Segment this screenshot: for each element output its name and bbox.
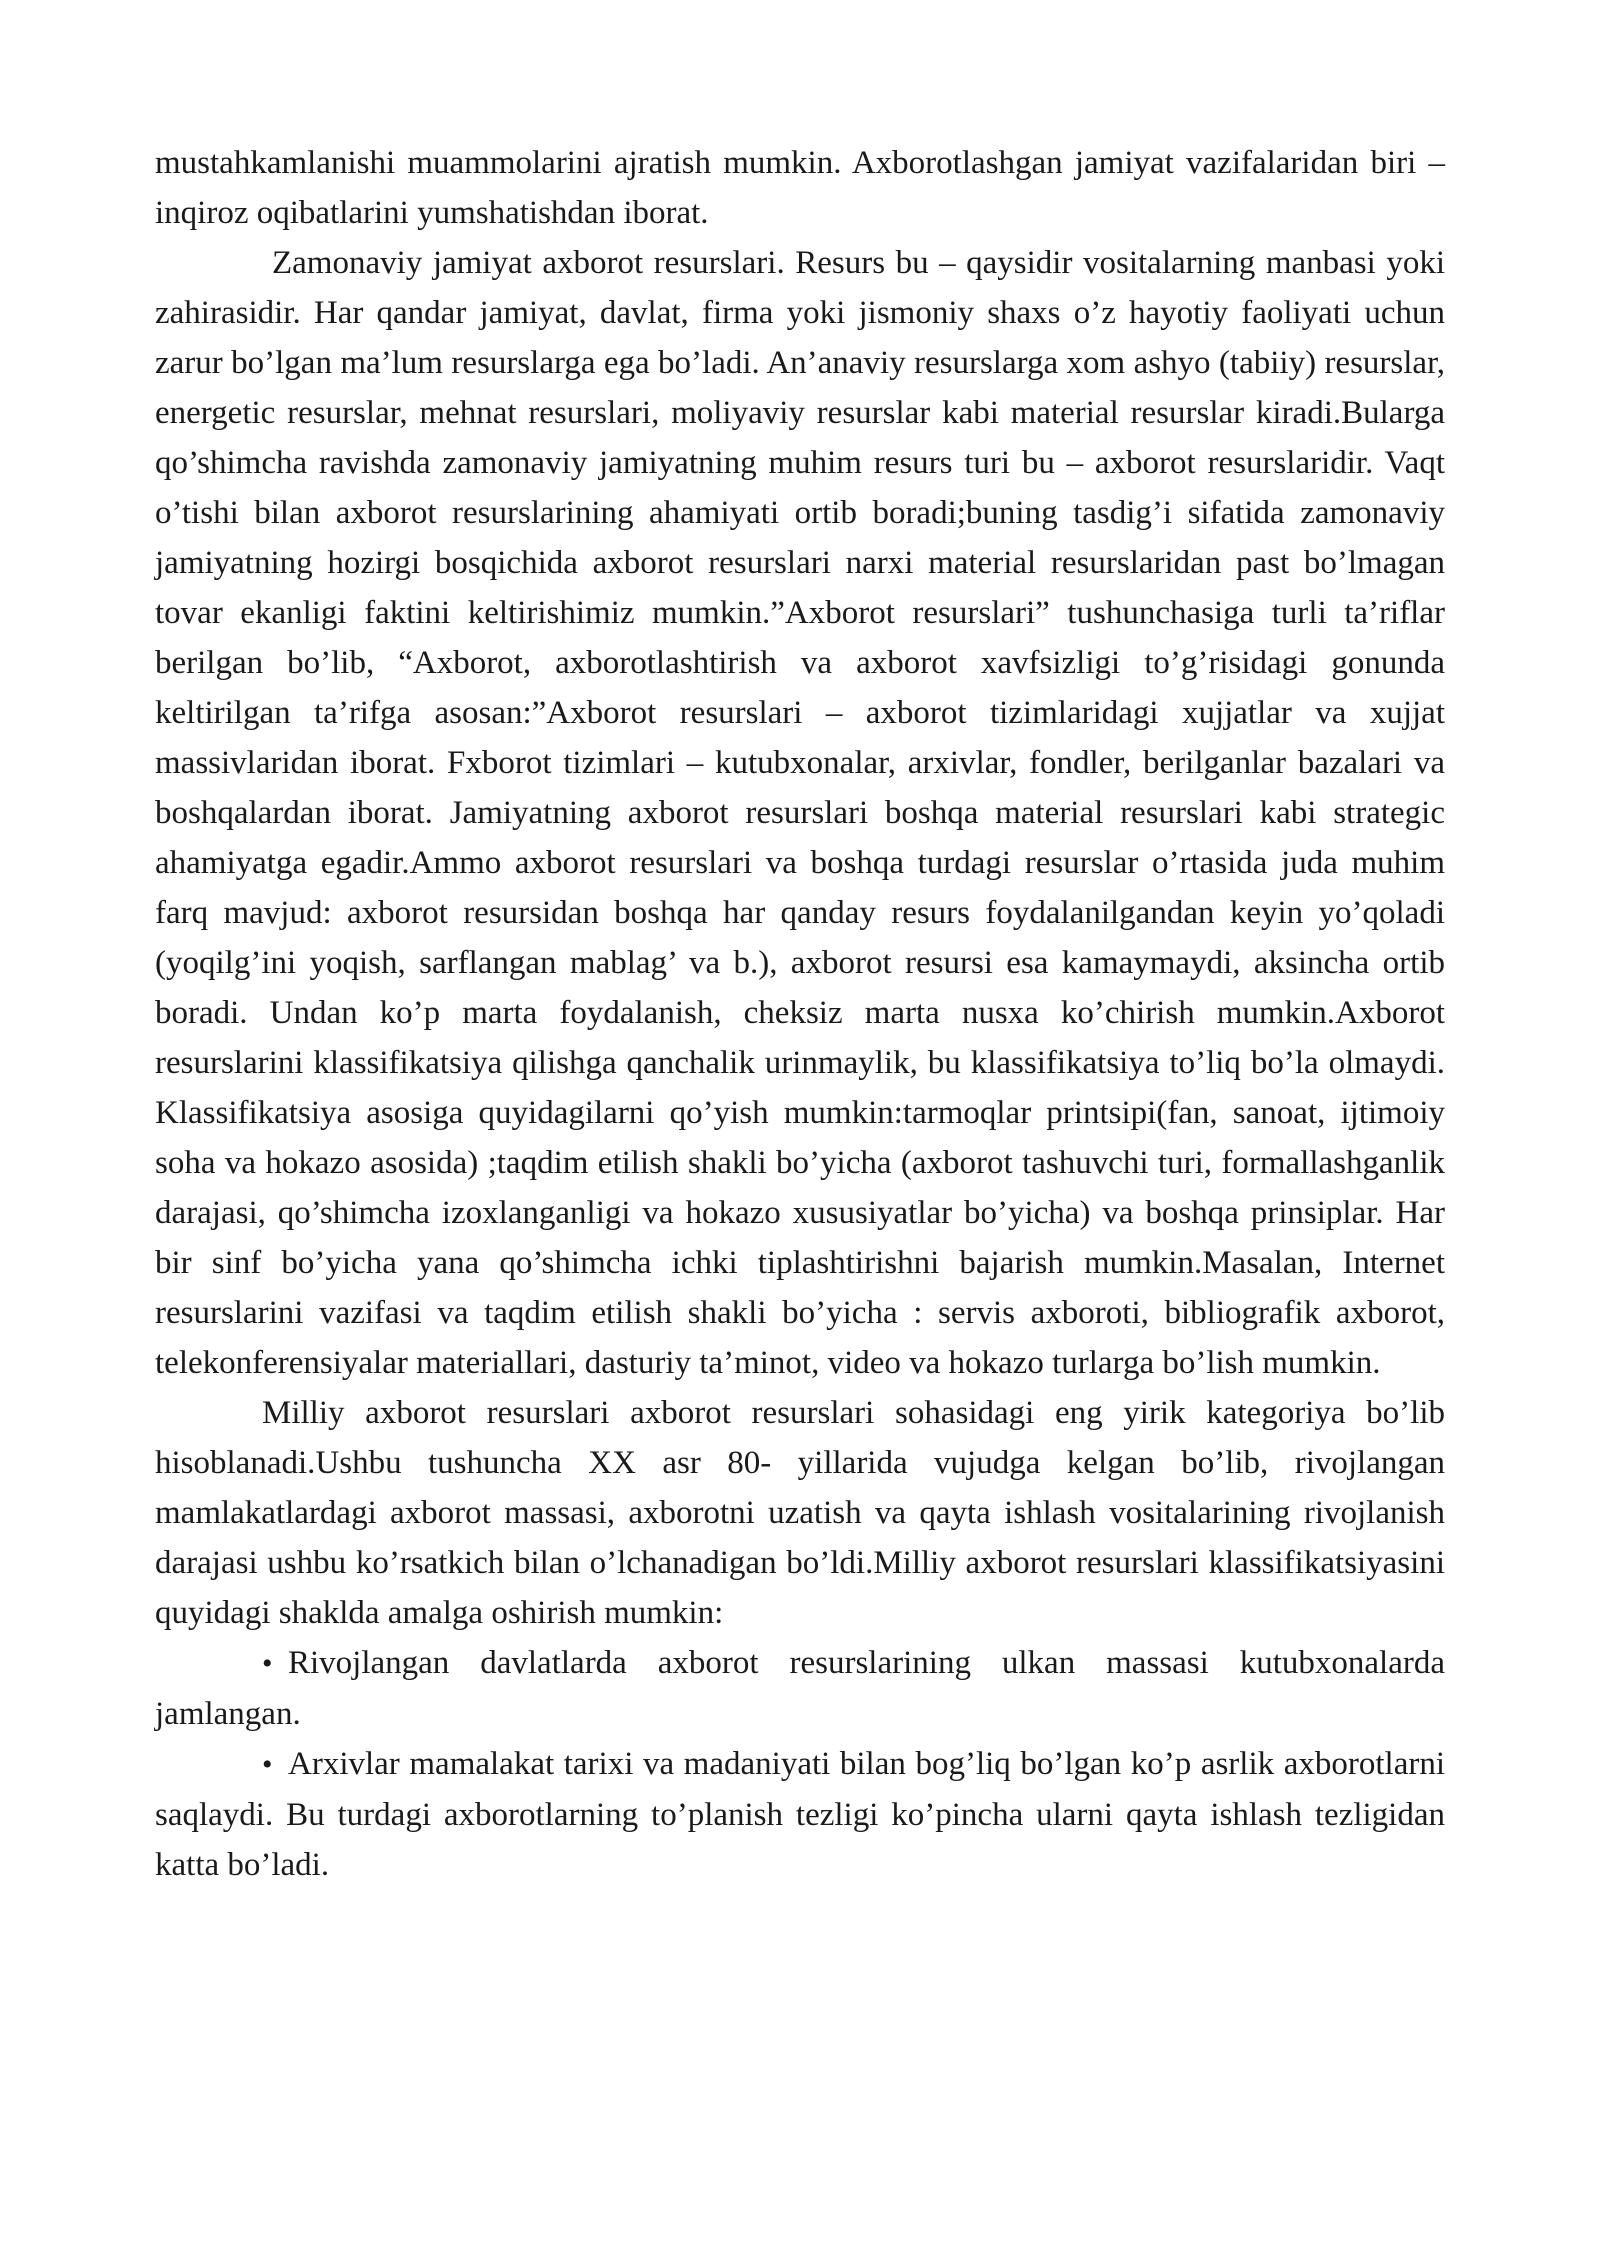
bullet-item-libraries [155,1638,1445,1739]
bullet-text: Arxivlar mamalakat tarixi va madaniyati bilan bog’liq bo’lgan ko’p asrlik axborotlarni saqlaydi. Bu turdagi axborotlarning to’planish tezligi ko’pincha ularni qayta ishlash tezligidan katta bo’ladi. [155,1746,1445,1883]
bullet-marker: • [262,1647,273,1680]
document-page [155,138,1445,1890]
bullet-marker: • [262,1748,273,1781]
bullet-item-archives [155,1739,1445,1890]
paragraph-continuation: mustahkamlanishi muammolarini ajratish mumkin. Axborotlashgan jamiyat vazifalaridan biri – inqiroz oqibatlarini yumshatishdan iborat. [155,145,1445,231]
paragraph-information-resources: Zamonaviy jamiyat axborot resurslari. Resurs bu – qaysidir vositalarning manbasi yoki zahirasidir. Har qandar jamiyat, davlat, firma yoki jismoniy shaxs o’z hayotiy faoliyati uchun zarur bo’lgan ma’lum resurslarga ega bo’ladi. An’anaviy resurslarga xom ashyo (tabiiy) resurslar, energetic resurslar, mehnat resurslari, moliyaviy resurslar kabi material resurslar kiradi.Bularga qo’shimcha ravishda zamonaviy jamiyatning muhim resurs turi bu – axborot resurslaridir. Vaqt o’tishi bilan axborot resurslarining ahamiyati ortib boradi;buning tasdig’i sifatida zamonaviy jamiyatning hozirgi bosqichida axborot resurslari narxi material resurslaridan past bo’lmagan tovar ekanligi faktini keltirishimiz mumkin.”Axborot resurslari” tushunchasiga turli ta’riflar berilgan bo’lib, “Axborot, axborotlashtirish va axborot xavfsizligi to’g’risidagi gonunda keltirilgan ta’rifga asosan:”Axborot resurslari – axborot tizimlaridagi xujjatlar va xujjat massivlaridan iborat. Fxborot tizimlari – kutubxonalar, arxivlar, fondler, berilganlar bazalari va boshqalardan iborat. Jamiyatning axborot resurslari boshqa material resurslari kabi strategic ahamiyatga egadir.Ammo axborot resurslari va boshqa turdagi resurslar o’rtasida juda muhim farq mavjud: axborot resursidan boshqa har qanday resurs foydalanilgandan keyin yo’qoladi (yoqilg’ini yoqish, sarflangan mablag’ va b.), axborot resursi esa kamaymaydi, aksincha ortib boradi. Undan ko’p marta foydalanish, cheksiz marta nusxa ko’chirish mumkin.Axborot resurslarini klassifikatsiya qilishga qanchalik urinmaylik, bu klassifikatsiya to’liq bo’la olmaydi. Klassifikatsiya asosiga quyidagilarni qo’yish mumkin:tarmoqlar printsipi(fan, sanoat, ijtimoiy soha va hokazo asosida) ;taqdim etilish shakli bo’yicha (axborot tashuvchi turi, formallashganlik darajasi, qo’shimcha izoxlanganligi va hokazo xususiyatlar bo’yicha) va boshqa prinsiplar. Har bir sinf bo’yicha yana qo’shimcha ichki tiplashtirishni bajarish mumkin.Masalan, Internet resurslarini vazifasi va taqdim etilish shakli bo’yicha : servis axboroti, bibliografik axborot, telekonferensiyalar materiallari, dasturiy ta’minot, video va hokazo turlarga bo’lish mumkin. [155,245,1445,1381]
paragraph-national-resources: Milliy axborot resurslari axborot resurslari sohasidagi eng yirik kategoriya bo’lib hisoblanadi.Ushbu tushuncha XX asr 80- yillarida vujudga kelgan bo’lib, rivojlangan mamlakatlardagi axborot massasi, axborotni uzatish va qayta ishlash vositalarining rivojlanish darajasi ushbu ko’rsatkich bilan o’lchanadigan bo’ldi.Milliy axborot resurslari klassifikatsiyasini quyidagi shaklda amalga oshirish mumkin: [155,1395,1445,1631]
bullet-text: Rivojlangan davlatlarda axborot resurslarining ulkan massasi kutubxonalarda jamlangan. [155,1645,1445,1732]
